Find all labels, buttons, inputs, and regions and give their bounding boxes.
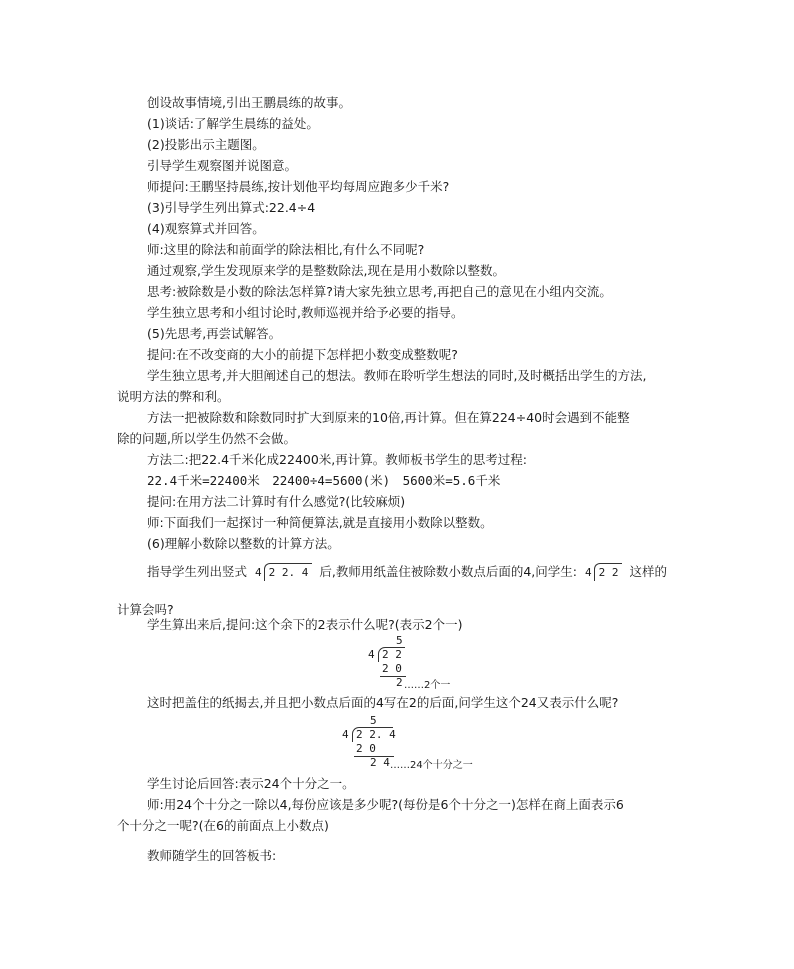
text-line-with-formula (147, 563, 667, 581)
quotient: 5 (396, 634, 403, 647)
text-line: (3)引导学生列出算式:22.4÷4 (147, 200, 316, 215)
text-line: 说明方法的弊和利。 (117, 389, 230, 404)
text-line: 师提问:王鹏坚持晨练,按计划他平均每周应跑多少千米? (147, 179, 450, 194)
divisor: 4 (368, 648, 375, 661)
divisor: 4 (342, 728, 349, 741)
divisor: 4 (255, 566, 262, 579)
text-fragment: 这样的 (629, 564, 667, 579)
text-line: 师:用24个十分之一除以4,每份应该是多少呢?(每份是6个十分之一)怎样在商上面表示6 (147, 797, 624, 812)
text-line: 创设故事情境,引出王鹏晨练的故事。 (147, 95, 351, 110)
text-line: 学生算出来后,提问:这个余下的2表示什么呢?(表示2个一) (147, 617, 463, 632)
text-line: 师:下面我们一起探讨一种简便算法,就是直接用小数除以整数。 (147, 515, 493, 530)
text-line: 22.4千米=22400米 22400÷4=5600(米) 5600米=5.6千米 (147, 473, 501, 488)
text-line: (6)理解小数除以整数的计算方法。 (147, 536, 340, 551)
dividend: 2 2. 4 (356, 728, 396, 741)
remainder: 2 (396, 676, 403, 689)
remainder-note: ……2个一 (404, 680, 451, 691)
remainder: 2 4 (370, 756, 390, 769)
text-fragment: 后,教师用纸盖住被除数小数点后面的4,问学生: (319, 564, 577, 579)
text-line: 提问:在不改变商的大小的前提下怎样把小数变成整数呢? (147, 347, 458, 362)
vertical-division-2 (342, 714, 482, 771)
text-line: 学生独立思考,并大胆阐述自己的想法。教师在聆听学生想法的同时,及时概括出学生的方法, (147, 368, 647, 383)
text-line: 方法一把被除数和除数同时扩大到原来的10倍,再计算。但在算224÷40时会遇到不能整 (147, 410, 630, 425)
text-line: 通过观察,学生发现原来学的是整数除法,现在是用小数除以整数。 (147, 263, 505, 278)
dividend: 2 2. 4 (264, 563, 313, 581)
text-line: 计算会吗? (117, 602, 174, 617)
text-line: 教师随学生的回答板书: (147, 848, 277, 863)
text-line: 引导学生观察图并说图意。 (147, 158, 298, 173)
remainder-note: ……24个十分之一 (390, 760, 473, 771)
text-line: 师:这里的除法和前面学的除法相比,有什么不同呢? (147, 242, 425, 257)
text-line: 提问:在用方法二计算时有什么感觉?(比较麻烦) (147, 494, 406, 509)
divisor: 4 (584, 566, 592, 579)
vertical-division-1 (368, 634, 468, 691)
text-fragment: 指导学生列出竖式 (147, 564, 248, 579)
dividend: 2 2 (382, 648, 402, 661)
dividend: 2 2 (594, 563, 623, 581)
subtrahend: 2 0 (382, 662, 402, 675)
text-line: (5)先思考,再尝试解答。 (147, 326, 282, 341)
text-line: 学生讨论后回答:表示24个十分之一。 (147, 776, 355, 791)
text-line: (1)谈话:了解学生晨练的益处。 (147, 116, 319, 131)
text-line: (2)投影出示主题图。 (147, 137, 265, 152)
text-line: 个十分之一呢?(在6的前面点上小数点) (117, 818, 329, 833)
text-line: 学生独立思考和小组讨论时,教师巡视并给予必要的指导。 (147, 305, 464, 320)
quotient: 5 (370, 714, 377, 727)
inline-long-division-full (251, 563, 315, 581)
text-line: 思考:被除数是小数的除法怎样算?请大家先独立思考,再把自己的意见在小组内交流。 (147, 284, 612, 299)
text-line: 方法二:把22.4千米化成22400米,再计算。教师板书学生的思考过程: (147, 452, 527, 467)
inline-long-division-short (581, 563, 626, 581)
text-line: 这时把盖住的纸揭去,并且把小数点后面的4写在2的后面,问学生这个24又表示什么呢? (147, 695, 619, 710)
subtrahend: 2 0 (356, 742, 376, 755)
text-line: 除的问题,所以学生仍然不会做。 (117, 431, 296, 446)
text-line: (4)观察算式并回答。 (147, 221, 265, 236)
